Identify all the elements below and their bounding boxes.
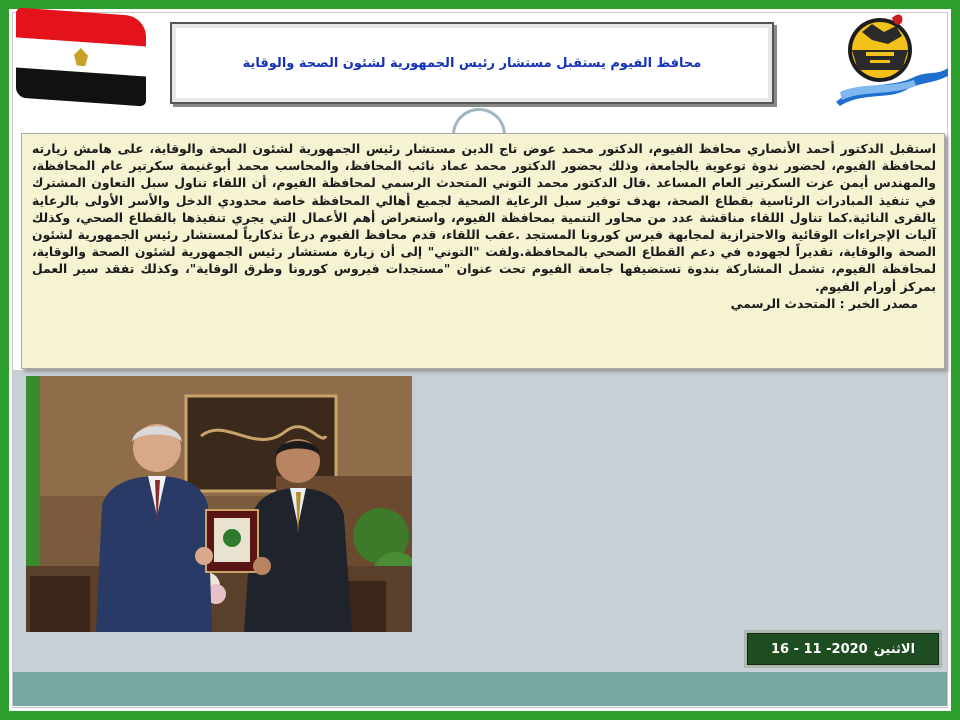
egypt-flag-icon <box>16 7 146 106</box>
news-title-box <box>170 22 774 104</box>
article-box <box>21 133 945 369</box>
news-title: محافظ الفيوم يستقبل مستشار رئيس الجمهورية لشئون الصحة والوقاية <box>242 55 702 71</box>
fayoum-governorate-logo <box>832 10 950 106</box>
date-badge <box>744 630 942 668</box>
article-source: مصدر الخبر : المتحدث الرسمي <box>730 295 918 311</box>
date-value: 16 - 11 -2020 <box>770 641 868 657</box>
article-body: استقبل الدكتور أحمد الأنصاري محافظ الفيوم، الدكتور محمد عوض تاج الدين مستشار رئيس الجمهورية لشئون الصحة والوقاية، على هامش زيارته لمحافظة الفيوم، لحضور ندوة توعوية بالجامعة، وذلك بحضور الدكتور محمد عماد نائب المحافظ، والمحاسب محمد أبوغنيمة سكرتير عام المحافظة، والمهندس أيمن عزت السكرتير العام المساعد .قال الدكتور محمد التوني المتحدث الرسمي لمحافظة الفيوم، أن اللقاء تناول سبل التعاون المشترك في تنفيذ المبادرات الرئاسية بقطاع الصحة، بهدف توفير سبل الرعاية الصحية لجميع أهالي المحافظة خاصة محدودي الدخل والأسر الأولى بالرعاية بالقرى النائية.كما تناول اللقاء مناقشة عدد من محاور التنمية بمحافظة الفيوم، واستعراض أهم الأعمال التي يجري تنفيذها بالقطاع الصحي، وكذلك آليات الإجراءات الوقائية والاحترازية لمجابهة فيرس كورونا المستجد .عقب اللقاء، قدم محافظ الفيوم درعاً تذكارياً لمستشار رئيس الجمهورية لشئون الصحة والوقاية، تقديراً لجهوده في دعم القطاع الصحي بالمحافظة.ولفت "التوني" إلى أن زيارة مستشار رئيس الجمهورية لشئون الصحة والوقاية، لمحافظة الفيوم، تشمل المشاركة بندوة تستضيفها جامعة الفيوم تحت عنوان "مستجدات فيروس كورونا وطرق الوقاية"، وكذلك تفقد سير العمل بمركز أورام الفيوم. <box>32 141 936 294</box>
eagle-of-saladin-icon <box>74 48 88 67</box>
footer-band <box>13 672 947 706</box>
meeting-photo <box>26 376 412 632</box>
date-day: الاثنين <box>873 641 916 657</box>
